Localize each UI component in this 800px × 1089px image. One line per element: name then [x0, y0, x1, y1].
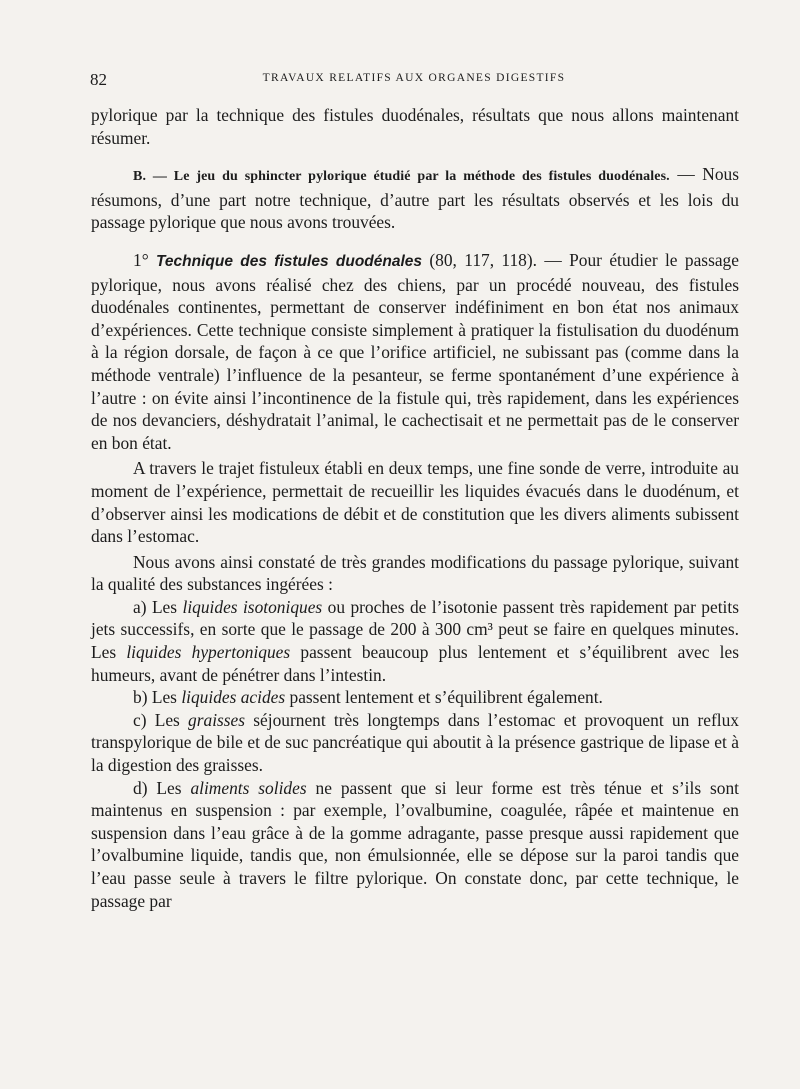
section-1-refs: (80, 117, 118). [422, 249, 537, 270]
section-1-paragraph [91, 249, 739, 454]
item-d-post: ne passent que si leur forme est très ténue et s’ils sont maintenus en suspension : par exemple, l’ovalbumine, coagulée, râpée et maintenue en suspension dans l’eau grâce à de la gomme adragante, passe presque aussi rapidement que l’ovalbumine liquide, tandis que, non émulsionnée, elle se dépose sur la paroi tandis que l’eau passe seule à travers le filtre pylorique. On constate donc, par cette technique, le passage par [91, 777, 740, 911]
item-a-mid: ou proches de l’isotonie passent très rapidement par petits jets successifs, en sorte que le passage de 200 à 300 cm³ peut se faire en quelques minutes. Les [91, 596, 739, 663]
list-item-a [91, 596, 739, 686]
item-a-pre: Les [151, 596, 183, 617]
running-title: TRAVAUX RELATIFS AUX ORGANES DIGESTIFS [262, 72, 566, 84]
section-1-text: — Pour étudier le passage pylorique, nous avons réalisé chez des chiens, par un procédé nouveau, des fistules duodénales continentes, permettant de conserver indéfiniment en bon état nos animaux d’expériences. Cette technique consiste simplement à pratiquer la fistulisation du duodénum à la région dorsale, de façon à ce que l’orifice artificiel, ne subissant pas (comme dans la méthode ventrale) l’influence de la pesanteur, se ferme spontanément d’une expérience à l’autre : on évite ainsi l’incontinence de la fistule qui, très rapidement, dans les expériences de nos devanciers, déshydratait l’animal, le cachectisait et ne permettait pas de le conserver en bon état. [91, 249, 739, 453]
section-1-title: Technique des fistules duodénales [156, 252, 423, 270]
section-b-text: — Nous résumons, d’une part notre technique, d’autre part les résultats observés et les lois du passage pylorique que nous avons trouvées. [91, 164, 739, 233]
page-number: 82 [90, 70, 107, 89]
section-b-paragraph [91, 163, 739, 234]
paragraph-trajet: A travers le trajet fistuleux établi en deux temps, une fine sonde de verre, introduite au moment de l’expérience, permettait de recueillir les liquides évacués dans le duodénum, et d’observer ainsi les modications de débit et de constitution que les divers aliments subissent dans l’estomac. [91, 458, 739, 547]
section-1-number: 1° [133, 249, 157, 270]
item-a-label: a) [133, 596, 152, 617]
item-c-label: c) [133, 709, 155, 730]
item-d-label: d) [133, 777, 157, 798]
item-a-emphasis-1: liquides isotoniques [182, 596, 323, 617]
item-b-pre: Les [151, 687, 182, 708]
item-c-pre: Les [154, 709, 189, 730]
item-b-emphasis: liquides acides [181, 687, 286, 708]
item-d-pre: Les [156, 777, 191, 798]
intro-paragraph: pylorique par la technique des fistules duodénales, résultats que nous allons maintenant résumer. [91, 105, 739, 148]
item-c-emphasis: graisses [188, 709, 246, 730]
item-b-post: passent lentement et s’équilibrent également. [285, 687, 603, 708]
paragraph-constate: Nous avons ainsi constaté de très grandes modifications du passage pylorique, suivant la qualité des substances ingérées : [91, 551, 739, 595]
item-a-post: passent beaucoup plus lentement et s’équilibrent avec les humeurs, avant de pénétrer dans l’intestin. [91, 642, 739, 685]
item-d-emphasis: aliments solides [190, 777, 307, 798]
section-b-heading: B. — Le jeu du sphincter pylorique étudié par la méthode des fistules duodénales. [133, 169, 670, 185]
list-item-c [91, 709, 739, 777]
body-text [91, 104, 739, 912]
list-item-b [91, 686, 739, 709]
page-header [90, 70, 738, 92]
item-b-label: b) [133, 687, 152, 708]
list-item-d [91, 777, 739, 913]
item-c-post: séjournent très longtemps dans l’estomac et provoquent un reflux transpylorique de bile et de suc pancréatique qui aboutit à la présence gastrique de lipase et à la digestion des graisses. [91, 709, 739, 776]
item-a-emphasis-2: liquides hypertoniques [126, 642, 291, 663]
